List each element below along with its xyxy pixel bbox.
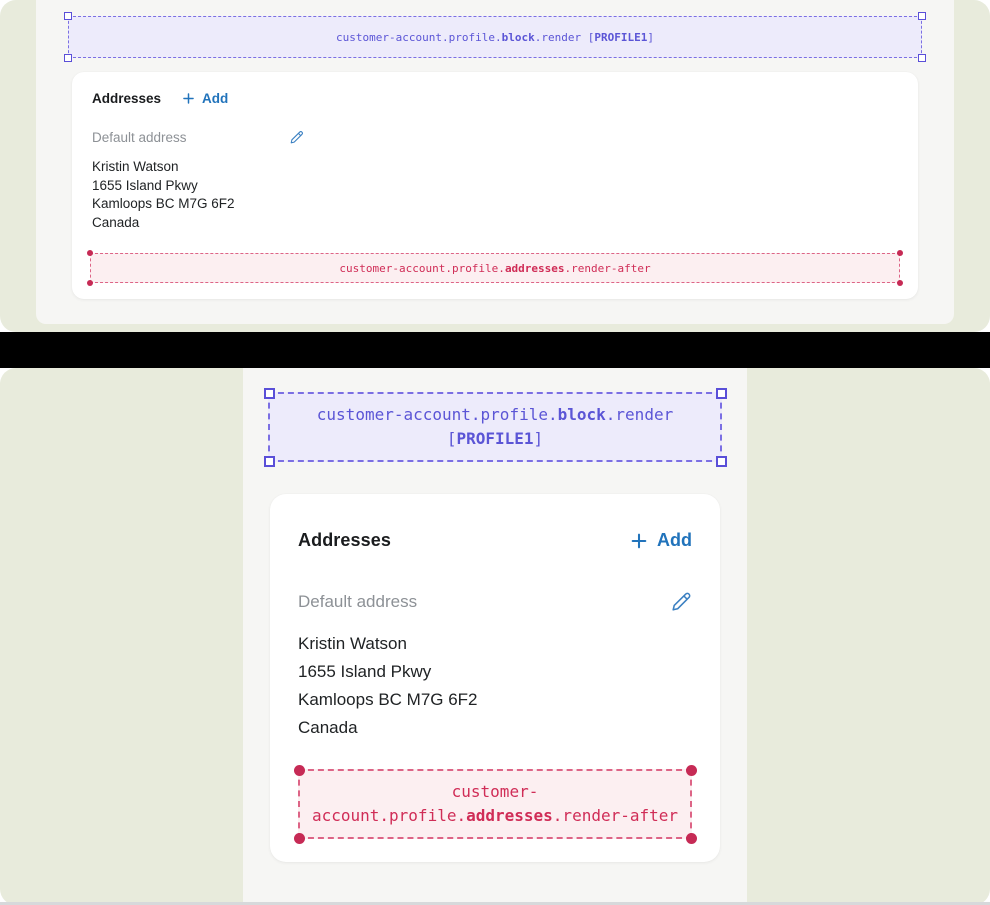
target-label — [339, 261, 650, 276]
target-ref-close: ] — [533, 429, 544, 448]
corner-marker-icon — [716, 456, 727, 467]
target-ref: PROFILE1 — [456, 429, 534, 448]
default-address-label: Default address — [298, 592, 418, 611]
viewport-divider — [0, 332, 990, 368]
add-button-label: Add — [202, 91, 229, 106]
target-ref-close: ] — [647, 30, 654, 44]
address-block — [92, 158, 898, 232]
card-header — [92, 91, 898, 106]
corner-marker-icon — [64, 12, 72, 20]
corner-dot-icon — [686, 765, 697, 776]
address-line: 1655 Island Pkwy — [298, 662, 432, 681]
edit-address-button[interactable] — [670, 591, 692, 613]
target-label-bold: addresses — [466, 806, 553, 825]
target-label — [282, 403, 708, 451]
corner-marker-icon — [264, 388, 275, 399]
corner-marker-icon — [918, 12, 926, 20]
target-label-suffix: .render-after — [564, 261, 651, 275]
target-label-suffix: .render — [605, 405, 674, 424]
extension-target-block-render-overlay — [68, 16, 922, 58]
target-label-suffix: .render-after — [552, 806, 679, 825]
add-address-button[interactable] — [182, 91, 228, 106]
addresses-card — [72, 72, 918, 299]
corner-marker-icon — [918, 54, 926, 62]
card-header — [298, 530, 692, 551]
pencil-icon — [289, 130, 304, 145]
card-title: Addresses — [298, 530, 391, 550]
target-label-bold: addresses — [504, 261, 565, 275]
target-label-suffix: .render — [534, 30, 582, 44]
default-address-row — [298, 591, 692, 613]
extension-target-render-after-overlay — [90, 253, 900, 283]
target-label-prefix: customer-account.profile. — [336, 30, 502, 44]
corner-dot-icon — [686, 833, 697, 844]
default-address-row — [92, 130, 304, 145]
corner-dot-icon — [294, 765, 305, 776]
corner-dot-icon — [294, 833, 305, 844]
corner-marker-icon — [264, 456, 275, 467]
target-ref-open: [ — [446, 405, 683, 448]
plus-icon — [182, 92, 195, 105]
target-label-prefix: customer-account.profile. — [311, 782, 539, 825]
address-line: Canada — [92, 214, 140, 230]
target-label-prefix: customer-account.profile. — [316, 405, 558, 424]
corner-dot-icon — [897, 250, 903, 256]
address-line: Kristin Watson — [298, 634, 407, 653]
add-button-label: Add — [657, 530, 692, 550]
address-line: Kamloops BC M7G 6F2 — [92, 196, 235, 211]
corner-marker-icon — [64, 54, 72, 62]
address-line: Canada — [298, 718, 358, 737]
target-label-bold: block — [501, 30, 535, 44]
corner-dot-icon — [87, 250, 93, 256]
plus-icon — [630, 532, 648, 550]
corner-dot-icon — [897, 280, 903, 286]
card-title: Addresses — [92, 91, 162, 106]
extension-target-block-render-overlay — [268, 392, 722, 462]
pencil-icon — [670, 591, 692, 613]
default-address-label: Default address — [92, 130, 187, 145]
target-ref: PROFILE1 — [594, 30, 648, 44]
target-label — [336, 30, 654, 45]
mobile-preview-frame — [0, 368, 990, 905]
target-ref-open: [ — [581, 30, 595, 44]
edit-address-button[interactable] — [289, 130, 304, 145]
address-line: Kristin Watson — [92, 159, 179, 174]
corner-dot-icon — [87, 280, 93, 286]
desktop-preview-frame — [0, 0, 990, 332]
desktop-viewport — [36, 0, 954, 324]
extension-target-render-after-overlay — [298, 769, 692, 839]
target-label-bold: block — [557, 405, 606, 424]
target-label-prefix: customer-account.profile. — [339, 261, 505, 275]
corner-marker-icon — [716, 388, 727, 399]
addresses-card — [270, 494, 720, 862]
address-line: 1655 Island Pkwy — [92, 177, 198, 193]
mobile-viewport — [243, 368, 747, 905]
address-line: Kamloops BC M7G 6F2 — [298, 690, 478, 709]
target-label — [304, 780, 686, 828]
address-block — [298, 630, 692, 742]
add-address-button[interactable] — [630, 530, 692, 551]
